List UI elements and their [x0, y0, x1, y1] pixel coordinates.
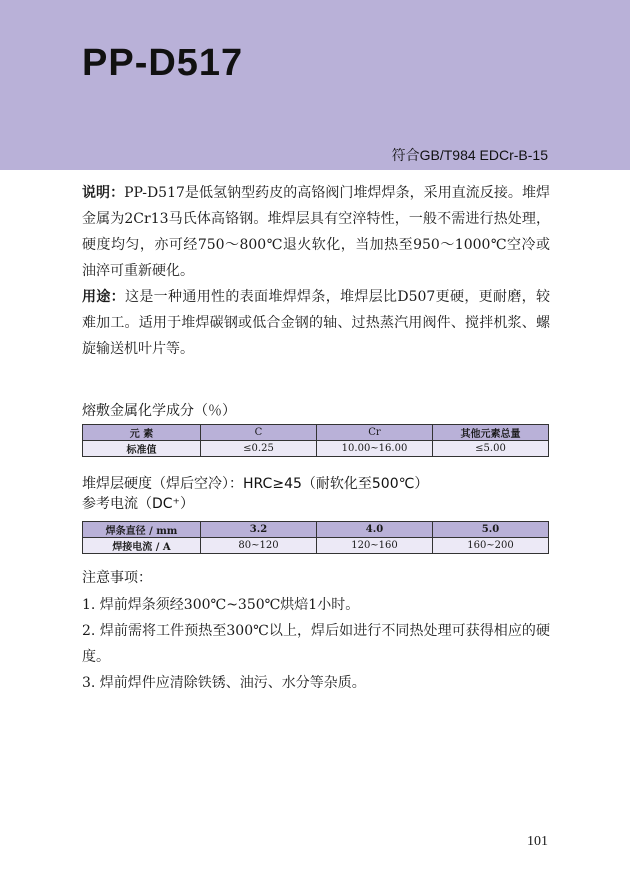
composition-value-cell: ≤5.00	[433, 441, 549, 457]
current-value-cell: 160~200	[433, 538, 549, 554]
current-table	[82, 521, 549, 554]
composition-header-cell: C	[201, 425, 317, 441]
header-band	[0, 0, 630, 170]
composition-value-row	[83, 441, 549, 457]
notes-title: 注意事项：	[82, 570, 152, 586]
page-title: PP-D517	[82, 42, 244, 84]
current-header-cell: 5.0	[433, 522, 549, 538]
list-item: 2. 焊前需将工件预热至300℃以上，焊后如进行不同热处理可获得相应的硬度。	[82, 623, 550, 665]
hardness-text: 堆焊层硬度（焊后空冷）：HRC≥45（耐软化至500℃）	[82, 476, 429, 492]
composition-header-cell: 其他元素总量	[433, 425, 549, 441]
notes-list	[82, 592, 550, 696]
usage-text: 这是一种通用性的表面堆焊焊条，堆焊层比D507更硬，更耐磨，较难加工。适用于堆焊碳钢或低合金钢的轴、过热蒸汽用阀件、搅拌机浆、螺旋输送机叶片等。	[82, 289, 551, 357]
composition-value-cell: 标准值	[83, 441, 201, 457]
list-item: 1. 焊前焊条须经300℃~350℃烘焙1小时。	[82, 597, 360, 613]
current-value-cell: 焊接电流 / A	[83, 538, 201, 554]
current-value-cell: 80~120	[201, 538, 317, 554]
current-value-row	[83, 538, 549, 554]
composition-value-cell: ≤0.25	[201, 441, 317, 457]
current-value-cell: 120~160	[317, 538, 433, 554]
usage-label: 用途：	[82, 289, 126, 305]
current-header-cell: 焊条直径 / mm	[83, 522, 201, 538]
description-label: 说明：	[82, 185, 125, 201]
composition-header-row	[83, 425, 549, 441]
page-number: 101	[527, 834, 548, 849]
standard-code: 符合GB/T984 EDCr-B-15	[391, 147, 548, 163]
current-header-row	[83, 522, 549, 538]
description-text: PP-D517是低氢钠型药皮的高铬阀门堆焊焊条，采用直流反接。堆焊金属为2Cr13马氏体高铬钢。堆焊层具有空淬特性，一般不需进行热处理，硬度均匀，亦可经750～800℃退火软化，当加热至950～1000℃空冷或油淬可重新硬化。	[82, 185, 551, 279]
current-header-cell: 3.2	[201, 522, 317, 538]
composition-value-cell: 10.00~16.00	[317, 441, 433, 457]
current-header-cell: 4.0	[317, 522, 433, 538]
usage-paragraph	[82, 284, 550, 362]
composition-header-cell: Cr	[317, 425, 433, 441]
current-title: 参考电流（DC⁺）	[82, 496, 194, 512]
composition-header-cell: 元 素	[83, 425, 201, 441]
composition-table	[82, 424, 549, 457]
composition-title: 熔敷金属化学成分（％）	[82, 403, 236, 419]
description-paragraph	[82, 180, 550, 284]
list-item: 3. 焊前焊件应清除铁锈、油污、水分等杂质。	[82, 675, 366, 691]
